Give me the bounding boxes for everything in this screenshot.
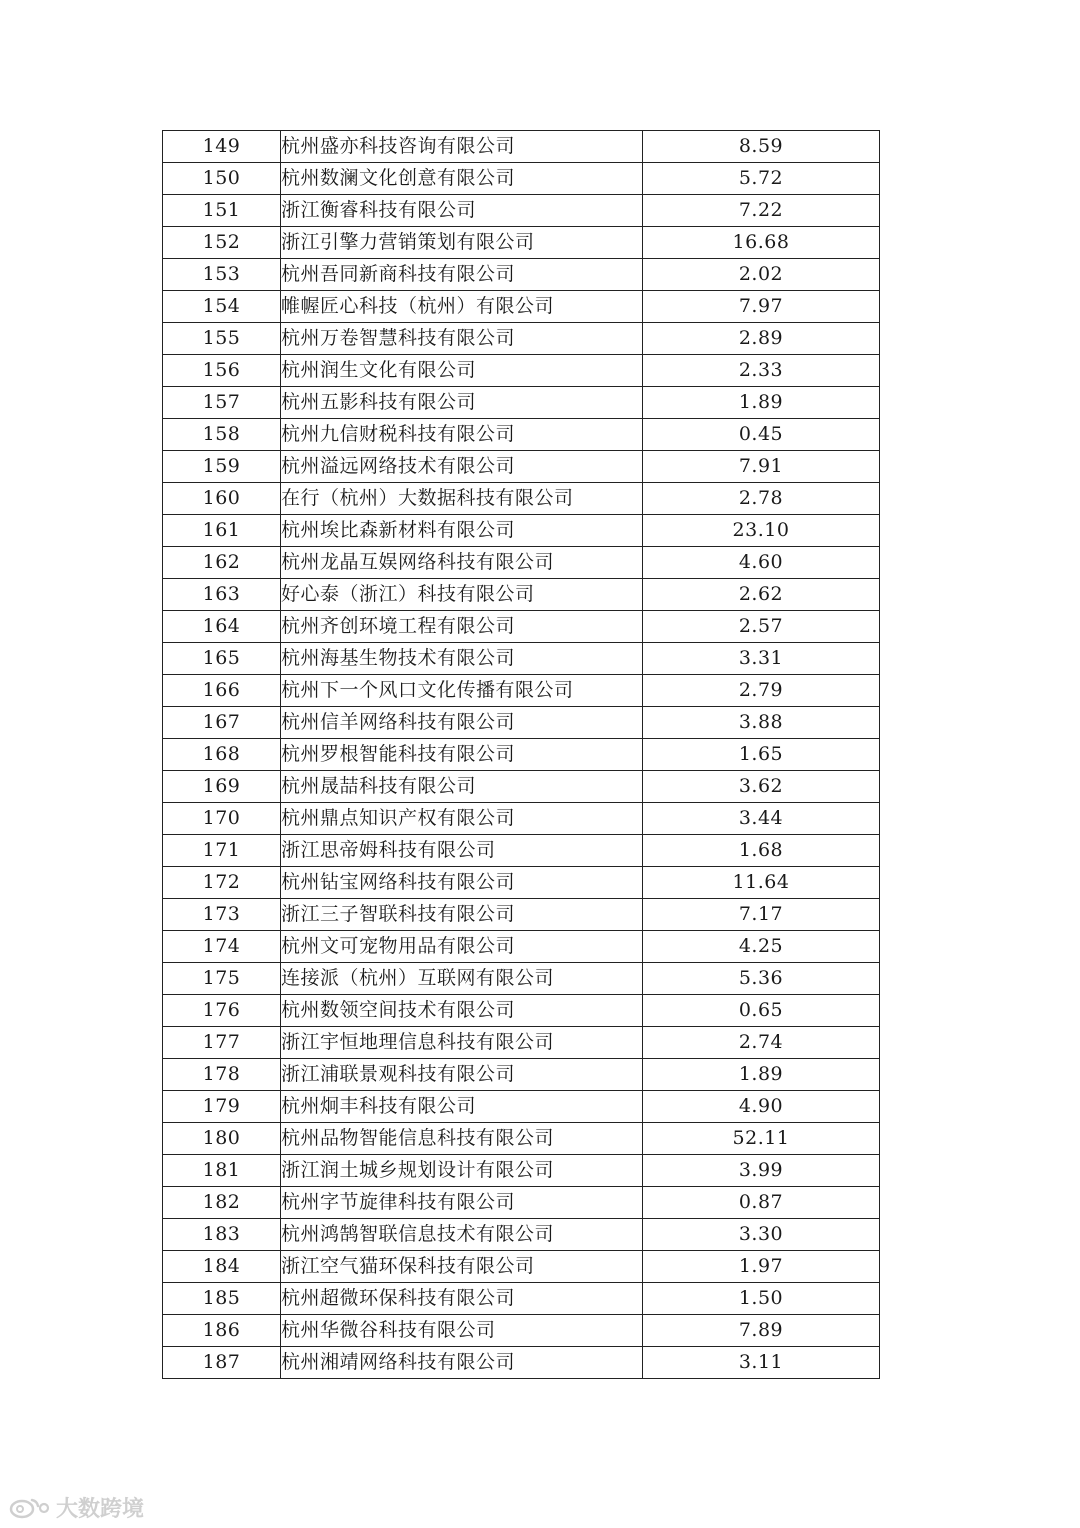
table-row <box>163 259 880 291</box>
row-number: 183 <box>163 1219 281 1251</box>
watermark-text: 大数跨境 <box>56 1496 145 1522</box>
row-number: 178 <box>163 1059 281 1091</box>
company-name: 杭州字节旋律科技有限公司 <box>281 1187 643 1219</box>
table-row <box>163 1315 880 1347</box>
table-row <box>163 1219 880 1251</box>
table-row <box>163 1251 880 1283</box>
amount-value: 3.31 <box>643 643 880 675</box>
row-number: 154 <box>163 291 281 323</box>
table-row <box>163 1283 880 1315</box>
company-name: 杭州吾同新商科技有限公司 <box>281 259 643 291</box>
row-number: 164 <box>163 611 281 643</box>
table-row <box>163 451 880 483</box>
table-row <box>163 547 880 579</box>
row-number: 173 <box>163 899 281 931</box>
amount-value: 7.89 <box>643 1315 880 1347</box>
amount-value: 0.65 <box>643 995 880 1027</box>
row-number: 182 <box>163 1187 281 1219</box>
company-name: 浙江三子智联科技有限公司 <box>281 899 643 931</box>
row-number: 172 <box>163 867 281 899</box>
amount-value: 16.68 <box>643 227 880 259</box>
company-name: 杭州湘靖网络科技有限公司 <box>281 1347 643 1379</box>
row-number: 157 <box>163 387 281 419</box>
company-name: 杭州齐创环境工程有限公司 <box>281 611 643 643</box>
row-number: 177 <box>163 1027 281 1059</box>
weibo-logo-icon <box>8 1494 50 1520</box>
row-number: 174 <box>163 931 281 963</box>
row-number: 161 <box>163 515 281 547</box>
amount-value: 3.88 <box>643 707 880 739</box>
amount-value: 1.89 <box>643 387 880 419</box>
amount-value: 3.44 <box>643 803 880 835</box>
amount-value: 3.11 <box>643 1347 880 1379</box>
row-number: 184 <box>163 1251 281 1283</box>
amount-value: 2.57 <box>643 611 880 643</box>
table-row <box>163 1155 880 1187</box>
row-number: 176 <box>163 995 281 1027</box>
table-row <box>163 995 880 1027</box>
watermark <box>8 1492 144 1522</box>
amount-value: 3.62 <box>643 771 880 803</box>
company-name: 连接派（杭州）互联网有限公司 <box>281 963 643 995</box>
amount-value: 7.22 <box>643 195 880 227</box>
company-name: 杭州钻宝网络科技有限公司 <box>281 867 643 899</box>
amount-value: 5.72 <box>643 163 880 195</box>
row-number: 170 <box>163 803 281 835</box>
amount-value: 23.10 <box>643 515 880 547</box>
table-row <box>163 1347 880 1379</box>
amount-value: 7.17 <box>643 899 880 931</box>
row-number: 169 <box>163 771 281 803</box>
amount-value: 2.33 <box>643 355 880 387</box>
table-row <box>163 387 880 419</box>
amount-value: 1.50 <box>643 1283 880 1315</box>
row-number: 153 <box>163 259 281 291</box>
row-number: 162 <box>163 547 281 579</box>
row-number: 168 <box>163 739 281 771</box>
table-row <box>163 579 880 611</box>
company-name: 杭州鸿鹄智联信息技术有限公司 <box>281 1219 643 1251</box>
company-name: 浙江宇恒地理信息科技有限公司 <box>281 1027 643 1059</box>
company-table-body <box>163 131 880 1379</box>
row-number: 159 <box>163 451 281 483</box>
company-table <box>162 130 880 1379</box>
company-name: 杭州文可宠物用品有限公司 <box>281 931 643 963</box>
table-row <box>163 643 880 675</box>
table-row <box>163 323 880 355</box>
table-row <box>163 675 880 707</box>
company-name: 杭州润生文化有限公司 <box>281 355 643 387</box>
row-number: 160 <box>163 483 281 515</box>
table-row <box>163 1059 880 1091</box>
table-row <box>163 515 880 547</box>
company-name: 浙江空气猫环保科技有限公司 <box>281 1251 643 1283</box>
amount-value: 7.91 <box>643 451 880 483</box>
row-number: 186 <box>163 1315 281 1347</box>
row-number: 155 <box>163 323 281 355</box>
company-name: 杭州炯丰科技有限公司 <box>281 1091 643 1123</box>
row-number: 181 <box>163 1155 281 1187</box>
company-name: 浙江浦联景观科技有限公司 <box>281 1059 643 1091</box>
row-number: 151 <box>163 195 281 227</box>
table-row <box>163 1027 880 1059</box>
company-name: 杭州晟喆科技有限公司 <box>281 771 643 803</box>
amount-value: 5.36 <box>643 963 880 995</box>
amount-value: 4.60 <box>643 547 880 579</box>
company-name: 杭州龙晶互娱网络科技有限公司 <box>281 547 643 579</box>
company-name: 杭州罗根智能科技有限公司 <box>281 739 643 771</box>
company-name: 杭州品物智能信息科技有限公司 <box>281 1123 643 1155</box>
table-row <box>163 355 880 387</box>
company-name: 杭州埃比森新材料有限公司 <box>281 515 643 547</box>
row-number: 187 <box>163 1347 281 1379</box>
amount-value: 0.87 <box>643 1187 880 1219</box>
amount-value: 2.89 <box>643 323 880 355</box>
row-number: 180 <box>163 1123 281 1155</box>
company-name: 浙江思帝姆科技有限公司 <box>281 835 643 867</box>
row-number: 179 <box>163 1091 281 1123</box>
amount-value: 1.89 <box>643 1059 880 1091</box>
amount-value: 3.99 <box>643 1155 880 1187</box>
amount-value: 2.02 <box>643 259 880 291</box>
table-row <box>163 163 880 195</box>
table-row <box>163 931 880 963</box>
table-row <box>163 835 880 867</box>
table-row <box>163 483 880 515</box>
amount-value: 2.78 <box>643 483 880 515</box>
company-name: 浙江衡睿科技有限公司 <box>281 195 643 227</box>
table-row <box>163 227 880 259</box>
table-row <box>163 803 880 835</box>
company-name: 杭州超微环保科技有限公司 <box>281 1283 643 1315</box>
table-row <box>163 963 880 995</box>
amount-value: 7.97 <box>643 291 880 323</box>
row-number: 149 <box>163 131 281 163</box>
table-row <box>163 1123 880 1155</box>
row-number: 171 <box>163 835 281 867</box>
row-number: 166 <box>163 675 281 707</box>
table-row <box>163 771 880 803</box>
company-name: 杭州数领空间技术有限公司 <box>281 995 643 1027</box>
amount-value: 1.68 <box>643 835 880 867</box>
row-number: 163 <box>163 579 281 611</box>
amount-value: 2.79 <box>643 675 880 707</box>
row-number: 185 <box>163 1283 281 1315</box>
table-row <box>163 195 880 227</box>
amount-value: 3.30 <box>643 1219 880 1251</box>
company-name: 杭州下一个风口文化传播有限公司 <box>281 675 643 707</box>
row-number: 158 <box>163 419 281 451</box>
amount-value: 2.74 <box>643 1027 880 1059</box>
table-row <box>163 419 880 451</box>
amount-value: 0.45 <box>643 419 880 451</box>
table-row <box>163 131 880 163</box>
company-name: 杭州五影科技有限公司 <box>281 387 643 419</box>
row-number: 165 <box>163 643 281 675</box>
table-row <box>163 899 880 931</box>
amount-value: 1.97 <box>643 1251 880 1283</box>
amount-value: 52.11 <box>643 1123 880 1155</box>
table-row <box>163 611 880 643</box>
company-name: 在行（杭州）大数据科技有限公司 <box>281 483 643 515</box>
amount-value: 8.59 <box>643 131 880 163</box>
company-name: 浙江润土城乡规划设计有限公司 <box>281 1155 643 1187</box>
company-name: 杭州数澜文化创意有限公司 <box>281 163 643 195</box>
row-number: 175 <box>163 963 281 995</box>
company-name: 杭州万卷智慧科技有限公司 <box>281 323 643 355</box>
table-row <box>163 707 880 739</box>
row-number: 150 <box>163 163 281 195</box>
company-name: 杭州海基生物技术有限公司 <box>281 643 643 675</box>
company-name: 帷幄匠心科技（杭州）有限公司 <box>281 291 643 323</box>
amount-value: 2.62 <box>643 579 880 611</box>
amount-value: 1.65 <box>643 739 880 771</box>
amount-value: 4.25 <box>643 931 880 963</box>
company-name: 杭州信羊网络科技有限公司 <box>281 707 643 739</box>
table-row <box>163 739 880 771</box>
row-number: 167 <box>163 707 281 739</box>
company-name: 杭州溢远网络技术有限公司 <box>281 451 643 483</box>
row-number: 152 <box>163 227 281 259</box>
amount-value: 4.90 <box>643 1091 880 1123</box>
amount-value: 11.64 <box>643 867 880 899</box>
table-row <box>163 867 880 899</box>
company-name: 好心泰（浙江）科技有限公司 <box>281 579 643 611</box>
company-name: 杭州鼎点知识产权有限公司 <box>281 803 643 835</box>
company-name: 杭州华微谷科技有限公司 <box>281 1315 643 1347</box>
table-row <box>163 291 880 323</box>
company-name: 浙江引擎力营销策划有限公司 <box>281 227 643 259</box>
company-name: 杭州九信财税科技有限公司 <box>281 419 643 451</box>
table-row <box>163 1187 880 1219</box>
company-name: 杭州盛亦科技咨询有限公司 <box>281 131 643 163</box>
row-number: 156 <box>163 355 281 387</box>
table-row <box>163 1091 880 1123</box>
